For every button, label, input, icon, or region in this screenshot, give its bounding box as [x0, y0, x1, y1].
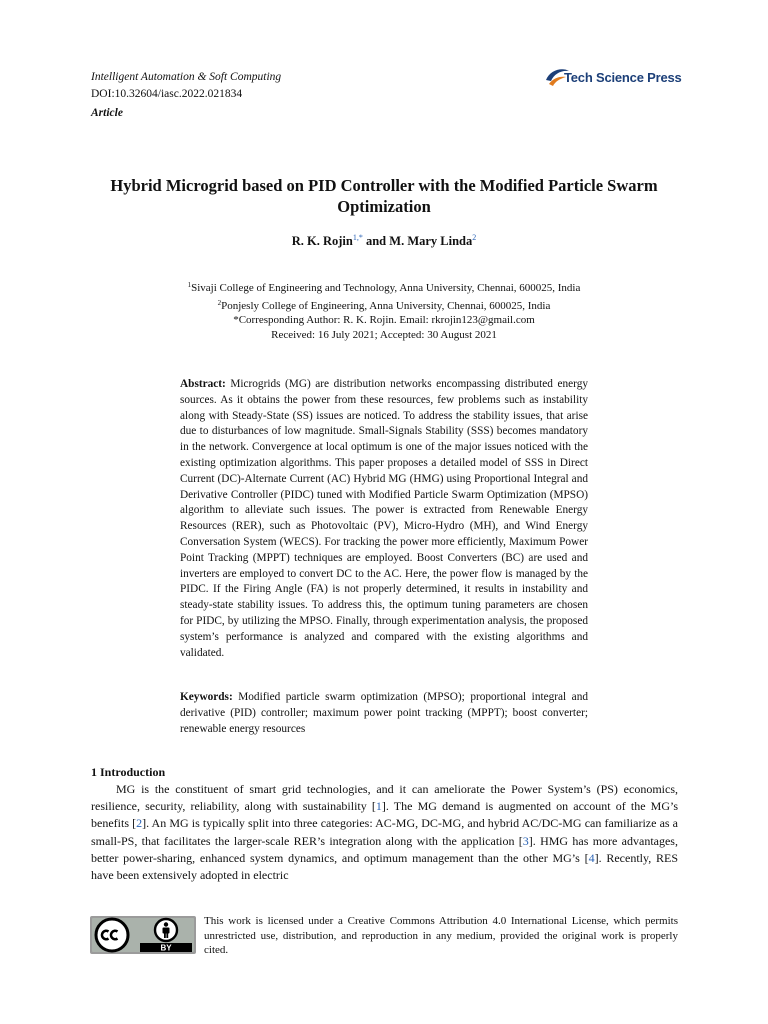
keywords-text: Modified particle swarm optimization (MPSO); proportional integral and derivative (PID) controller; maximum power point tracking (MPPT); boost converter; renewable energy resources: [180, 691, 588, 735]
author-affiliation-mark[interactable]: 2: [472, 233, 477, 242]
author-name: M. Mary Linda: [389, 234, 473, 248]
keywords: [180, 690, 588, 737]
author-joiner: and: [362, 234, 390, 248]
article-type: Article: [91, 107, 123, 119]
publisher-logo: [544, 66, 682, 88]
citation-link[interactable]: 1: [375, 799, 382, 814]
journal-name: Intelligent Automation & Soft Computing: [91, 71, 282, 83]
received-accepted-dates: Received: 16 July 2021; Accepted: 30 August 2021: [271, 328, 497, 341]
publisher-name: Tech Science Press: [564, 69, 682, 85]
paper-title: Hybrid Microgrid based on PID Controller with the Modified Particle Swarm Optimization: [110, 176, 658, 216]
doi[interactable]: DOI:10.32604/iasc.2022.021834: [91, 88, 243, 100]
introduction-paragraph: MG is the constituent of smart grid technologies, and it can ameliorate the Power System’s (PS) economics, resilience, security, reliability, along with sustainability [1]. The MG demand is augmented on account of the MG’s benefits [2]. An MG is typically split into three categories: AC-MG, DC-MG, and hybrid AC/DC-MG can familiarize as a small-PS, that facilitates the larger-scale RER’s integration along with the application [3]. HMG has more advantages, better power-sharing, enhanced system dynamics, and optimum management than the other MG’s [4]. Recently, RES have been extensively adopted in electric: [91, 782, 679, 883]
abstract-text: Microgrids (MG) are distribution networks encompassing distributed energy sources. As it obtains the power from these resources, few problems such as instability along with Steady-State (SS) issues are noticed. To address the stability issues, that arise due to disturbances of low magnitude. Small-Signals Stability (SSS) becomes mandatory in the network. Convergence at local optimum is one of the major issues noticed with the existing optimization algorithms. This paper proposes a detailed model of SSS in Direct Current (DC)-Alternate Current (AC) Hybrid MG (HMG) using Proportional Integral and Derivative Controller (PIDC) tuned with Modified Particle Swarm Optimization (MPSO) algorithm to alleviate such issues. The power is extracted from Renewable Energy Resources (RER), such as Photovoltaic (PV), Micro-Hydro (MH), and Wind Energy Conversation System (WECS). For tracking the power more efficiently, Maximum Power Point Tracking (MPPT) techniques are employed. Boost Converters (BC) are used and inverters are employed to convert DC to the AC. Here, the power flow is managed by the PIDC. If the Firing Angle (FA) is not properly determined, it results in instability and steady-state stability issues. To address this, the optimum tuning parameters are chosen for PIDC, by utilizing the MPSO. Finally, through experimentation analysis, the proposed system’s performance is analyzed and compared with the existing algorithms and validated.: [180, 378, 588, 659]
cc-by-text: BY: [160, 943, 172, 953]
affiliation-mark: 1: [187, 281, 192, 289]
cc-icon: [96, 919, 128, 951]
abstract: [180, 377, 588, 661]
license-statement: This work is licensed under a Creative Commons Attribution 4.0 International License, which permits unrestricted use, distribution, and reproduction in any medium, provided the original work is properly cited.: [204, 915, 678, 957]
citation-link[interactable]: 3: [522, 833, 529, 848]
affiliation-line: $^2$Ponjesly College of Engineering, Anna University, Chennai, 600025, India: [217, 298, 551, 312]
affiliation-line: $^1$Sivaji College of Engineering and Technology, Anna University, Chennai, 600025, India: [187, 281, 581, 294]
citation-link[interactable]: 4: [588, 850, 595, 865]
affiliations: [0, 278, 768, 342]
author-name: R. K. Rojin: [291, 234, 353, 248]
citation-link[interactable]: 2: [136, 816, 143, 831]
section-heading: 1 Introduction: [91, 765, 166, 779]
author-list: [0, 233, 768, 249]
keywords-label: Keywords:: [180, 691, 233, 703]
affiliation-mark: 2: [217, 298, 222, 307]
abstract-label: Abstract:: [180, 378, 226, 390]
cc-by-license-badge[interactable]: [90, 916, 196, 954]
attribution-person-icon: [155, 919, 177, 941]
corresponding-author: *Corresponding Author: R. K. Rojin. Email: rkrojin123@gmail.com: [233, 314, 535, 327]
author-affiliation-mark[interactable]: 1,*: [352, 233, 363, 242]
